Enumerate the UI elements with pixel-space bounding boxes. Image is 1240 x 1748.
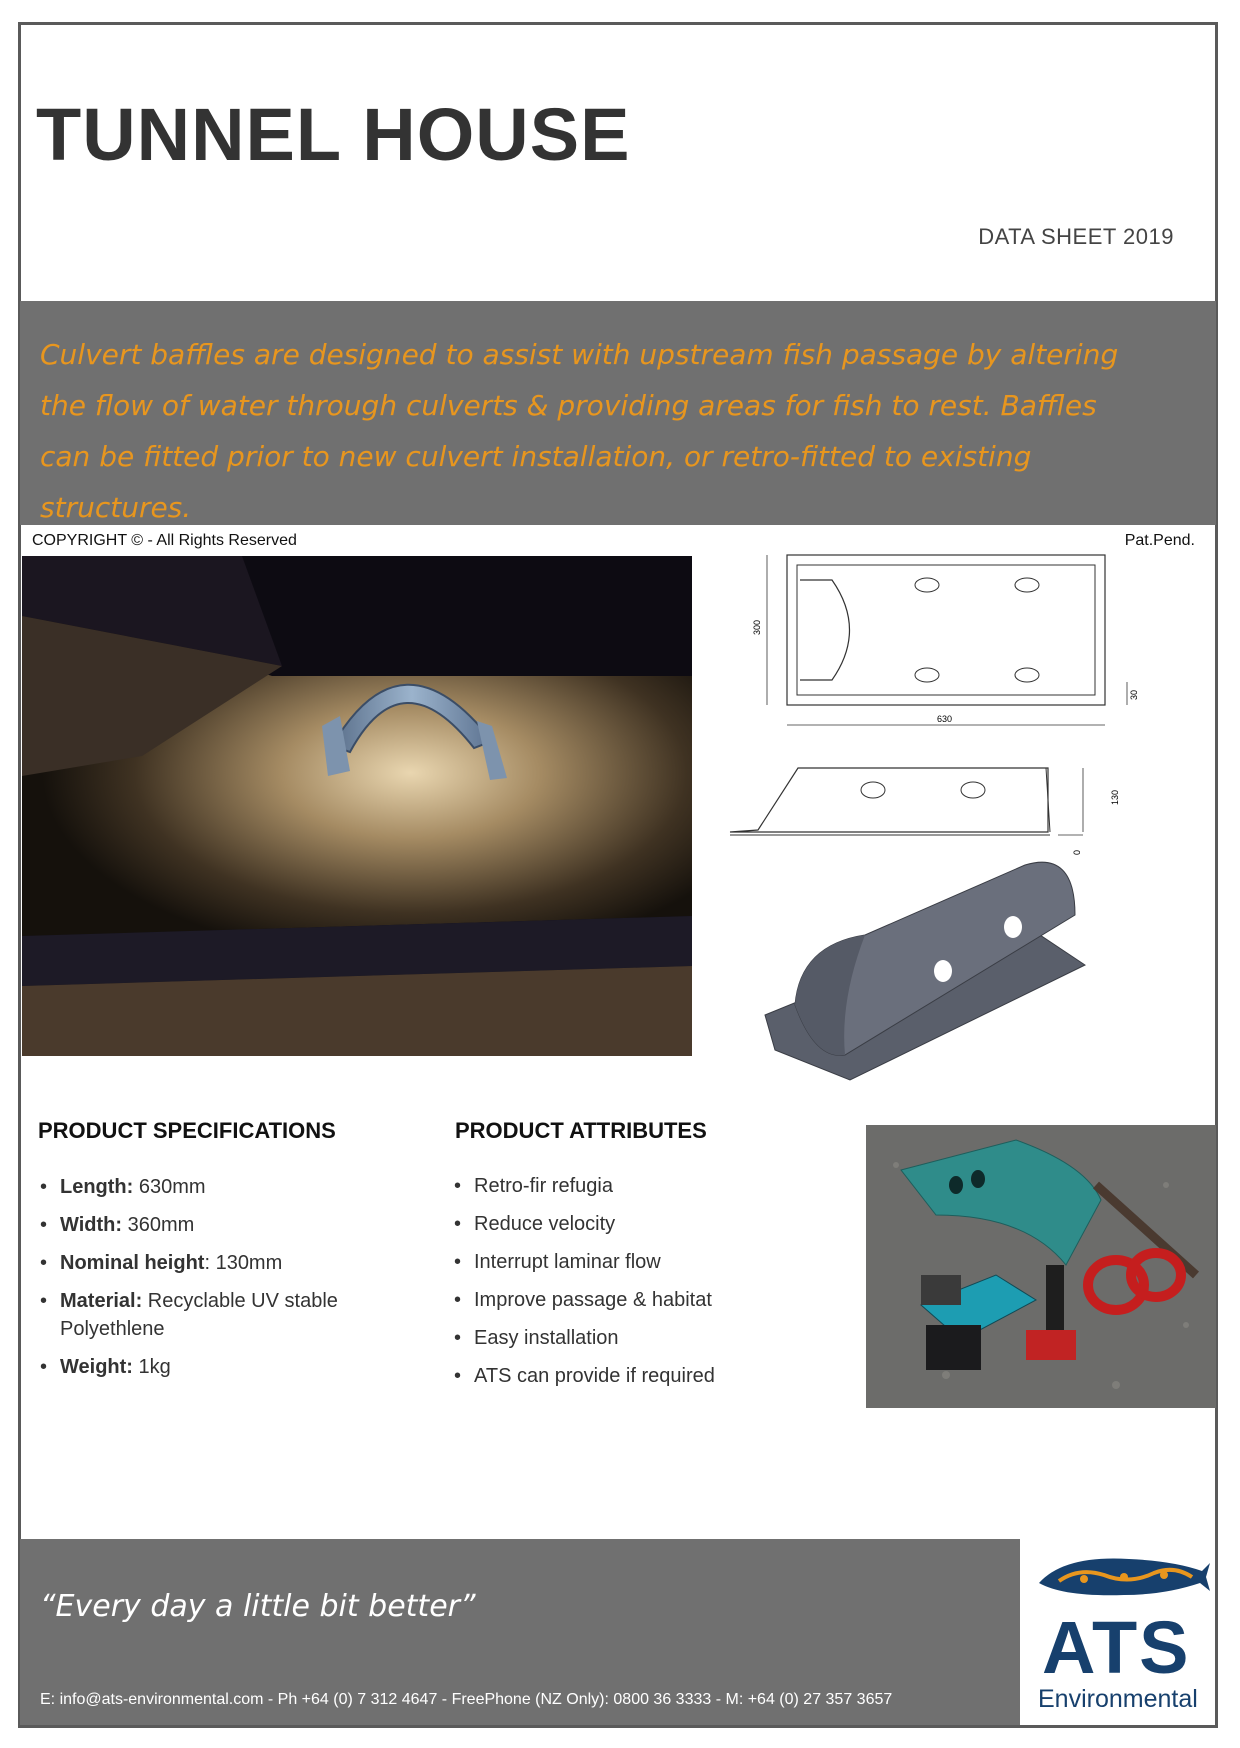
- spec-material-label: Material:: [60, 1290, 143, 1312]
- spec-width: [38, 1211, 398, 1239]
- attribute-item: • Interrupt laminar flow: [452, 1248, 812, 1276]
- top-view-drawing: [752, 550, 1142, 730]
- logo-ats-text: ATS: [1042, 1606, 1191, 1689]
- attributes-list: [452, 1172, 812, 1400]
- baffle-3d-render: [755, 855, 1095, 1085]
- copyright-notice: COPYRIGHT © - All Rights Reserved: [32, 532, 297, 549]
- dim-base-label: 0: [1072, 849, 1082, 855]
- attributes-heading: PRODUCT ATTRIBUTES: [455, 1118, 707, 1143]
- spec-length-value: 630mm: [133, 1176, 206, 1198]
- dim-height-label: 130: [1110, 789, 1120, 805]
- footer-contact: E: info@ats-environmental.com - Ph +64 (0) 7 312 4647 - FreePhone (NZ Only): 0800 36 3333 - M: +64 (0) 27 357 3657: [40, 1691, 893, 1708]
- spec-height: [38, 1249, 398, 1277]
- fish-logo-icon: [1034, 1545, 1214, 1607]
- footer-band: [20, 1539, 1020, 1725]
- footer-quote: “Every day a little bit better”: [40, 1589, 476, 1624]
- attribute-item: • ATS can provide if required: [452, 1362, 812, 1390]
- dim-lip-label: 30: [1129, 689, 1139, 700]
- spec-height-label: Nominal height: [60, 1252, 205, 1274]
- spec-width-label: Width:: [60, 1214, 123, 1236]
- side-view-drawing: [728, 760, 1128, 860]
- spec-length-label: Length:: [60, 1176, 134, 1198]
- ats-logo: [1030, 1545, 1215, 1720]
- attribute-item: • Reduce velocity: [452, 1210, 812, 1238]
- attribute-item: • Retro-fir refugia: [452, 1172, 812, 1200]
- dim-length-label: 630: [937, 714, 953, 724]
- spec-width-value: 360mm: [122, 1214, 195, 1236]
- specs-list: [38, 1173, 398, 1391]
- dim-width-label: 300: [752, 619, 762, 635]
- patent-pending-label: Pat.Pend.: [1124, 532, 1195, 549]
- data-sheet-label: DATA SHEET 2019: [978, 224, 1174, 249]
- installation-tools-photo: [866, 1125, 1216, 1408]
- page-title: TUNNEL HOUSE: [36, 93, 631, 176]
- spec-weight: [38, 1353, 398, 1381]
- attribute-item: • Improve passage & habitat: [452, 1286, 812, 1314]
- intro-band: [20, 301, 1216, 525]
- attribute-item: • Easy installation: [452, 1324, 812, 1352]
- spec-length: [38, 1173, 398, 1201]
- intro-text: Culvert baffles are designed to assist with upstream fish passage by altering the flow of water through culverts & providing areas for fish to rest. Baffles can be fitted prior to new culvert installation, or retro-fitted to existing structures.: [40, 338, 1119, 524]
- logo-environmental-text: Environmental: [1038, 1685, 1198, 1713]
- spec-material-value: Recyclable UV stable Polyethlene: [60, 1290, 338, 1340]
- spec-weight-value: 1kg: [132, 1356, 171, 1378]
- specs-heading: PRODUCT SPECIFICATIONS: [38, 1118, 336, 1143]
- spec-height-value: : 130mm: [204, 1252, 283, 1274]
- spec-material: [38, 1287, 398, 1343]
- culvert-baffle-photo: [22, 556, 692, 1056]
- spec-weight-label: Weight:: [60, 1356, 133, 1378]
